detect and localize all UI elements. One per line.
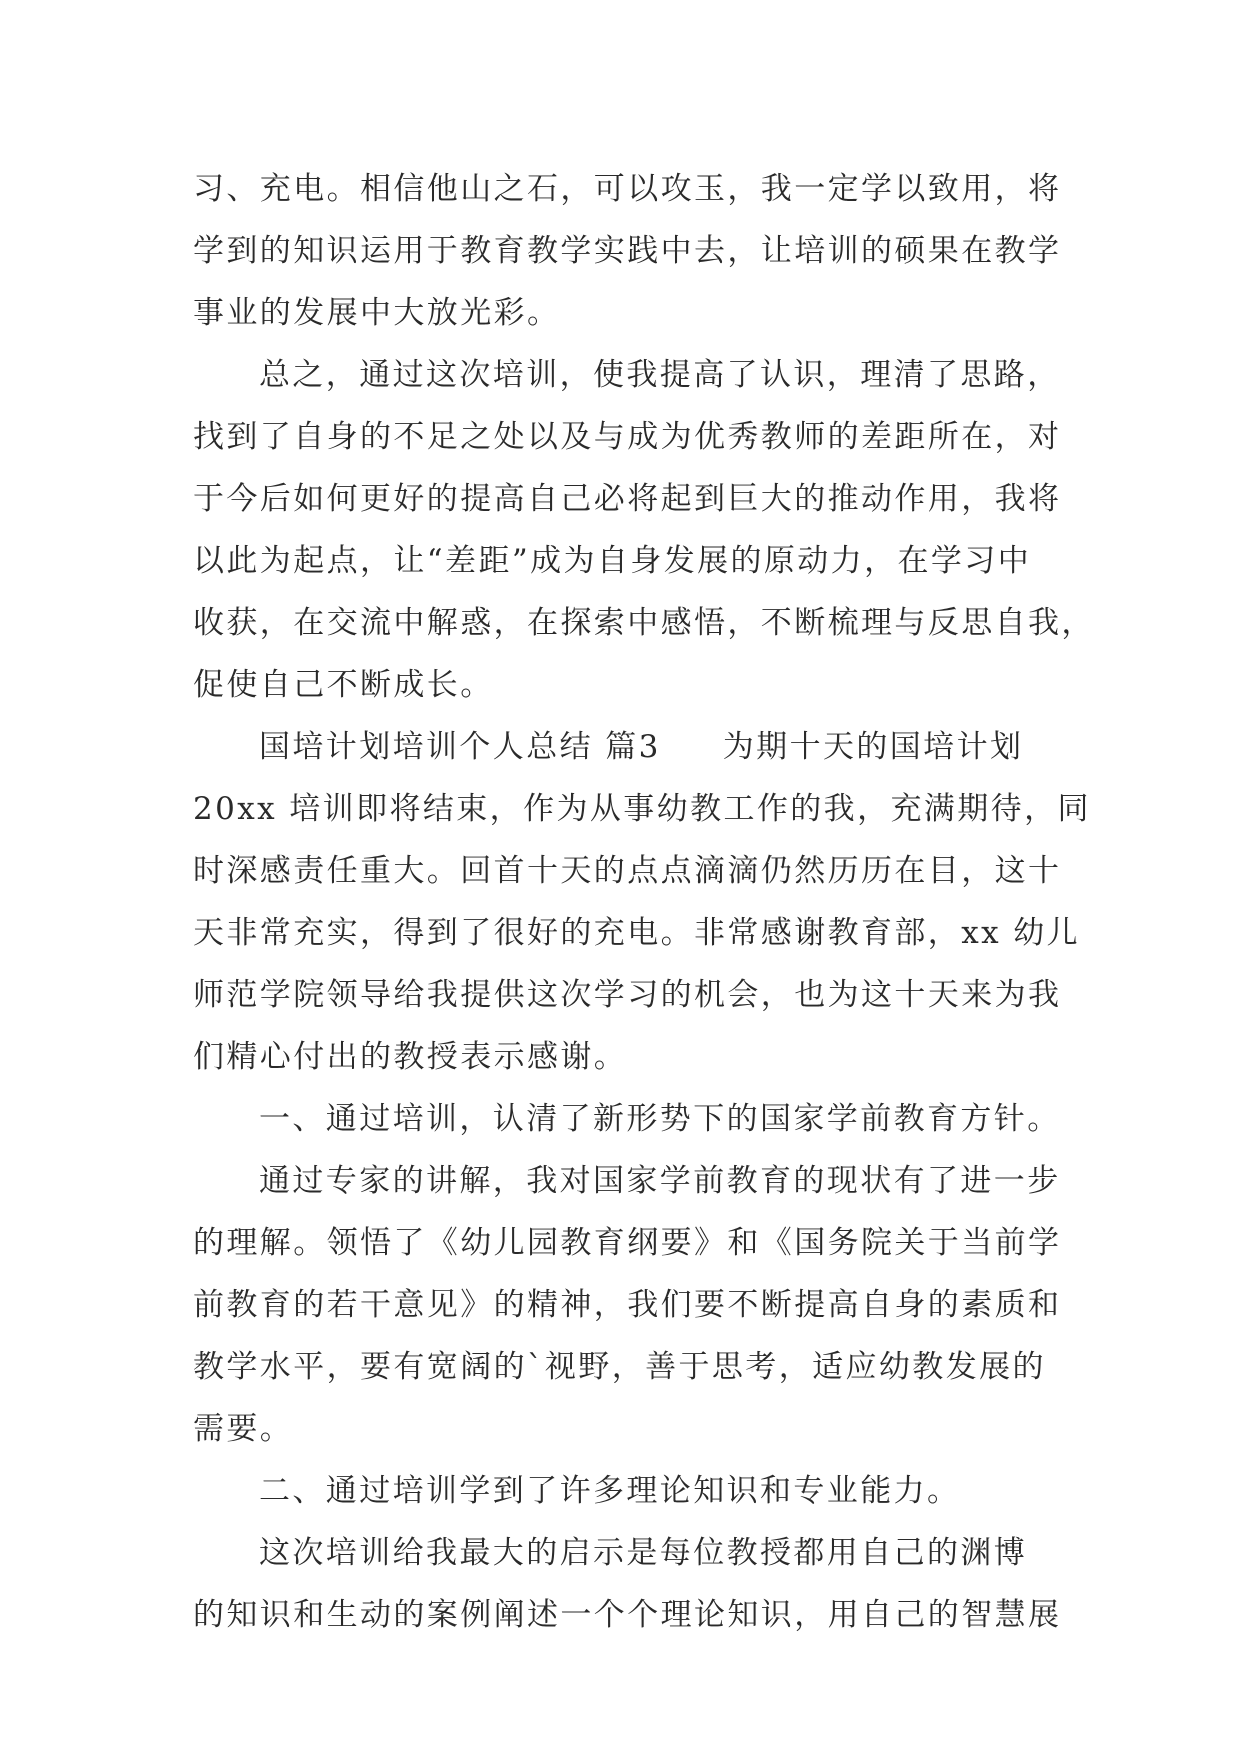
text-line: 时深感责任重大。回首十天的点点滴滴仍然历历在目，这十 [193,853,1062,889]
text-line: 一、通过培训，认清了新形势下的国家学前教育方针。 [259,1101,1061,1137]
body-text [193,158,1095,1646]
text-line: 事业的发展中大放光彩。 [193,295,561,331]
text-line: 找到了自身的不足之处以及与成为优秀教师的差距所在，对 [193,419,1062,455]
text-line: 收获，在交流中解惑，在探索中感悟，不断梳理与反思自我， [193,605,1095,641]
text-line: 师范学院领导给我提供这次学习的机会，也为这十天来为我 [193,977,1062,1013]
text-line: 的理解。领悟了《幼儿园教育纲要》和《国务院关于当前学 [193,1225,1062,1261]
text-line: 教学水平，要有宽阔的`视野，善于思考，适应幼教发展的 [193,1349,1046,1385]
text-line: 学到的知识运用于教育教学实践中去，让培训的硕果在教学 [193,233,1062,269]
text-line: 习、充电。相信他山之石，可以攻玉，我一定学以致用，将 [193,171,1062,207]
text-line: 20xx 培训即将结束，作为从事幼教工作的我，充满期待，同 [193,791,1091,827]
text-line: 总之，通过这次培训，使我提高了认识，理清了思路， [259,357,1061,393]
text-line: 于今后如何更好的提高自己必将起到巨大的推动作用，我将 [193,481,1062,517]
text-line: 的知识和生动的案例阐述一个个理论知识，用自己的智慧展 [193,1597,1062,1633]
text-line: 二、通过培训学到了许多理论知识和专业能力。 [259,1473,961,1509]
text-line: 前教育的若干意见》的精神，我们要不断提高自身的素质和 [193,1287,1062,1323]
text-line: 促使自己不断成长。 [193,667,494,703]
text-line: 以此为起点，让“差距”成为自身发展的原动力，在学习中 [193,543,1032,579]
text-line: 需要。 [193,1411,294,1447]
section-heading-line [193,716,1053,778]
text-line: 这次培训给我最大的启示是每位教授都用自己的渊博 [259,1535,1028,1571]
text-line: 们精心付出的教授表示感谢。 [193,1039,628,1075]
text-line: 通过专家的讲解，我对国家学前教育的现状有了进一步 [259,1163,1061,1199]
text-line: 天非常充实，得到了很好的充电。非常感谢教育部，xx 幼儿 [193,915,1081,951]
text-line: 为期十天的国培计划 [722,729,1024,765]
section-heading: 国培计划培训个人总结 篇3 [259,729,661,765]
